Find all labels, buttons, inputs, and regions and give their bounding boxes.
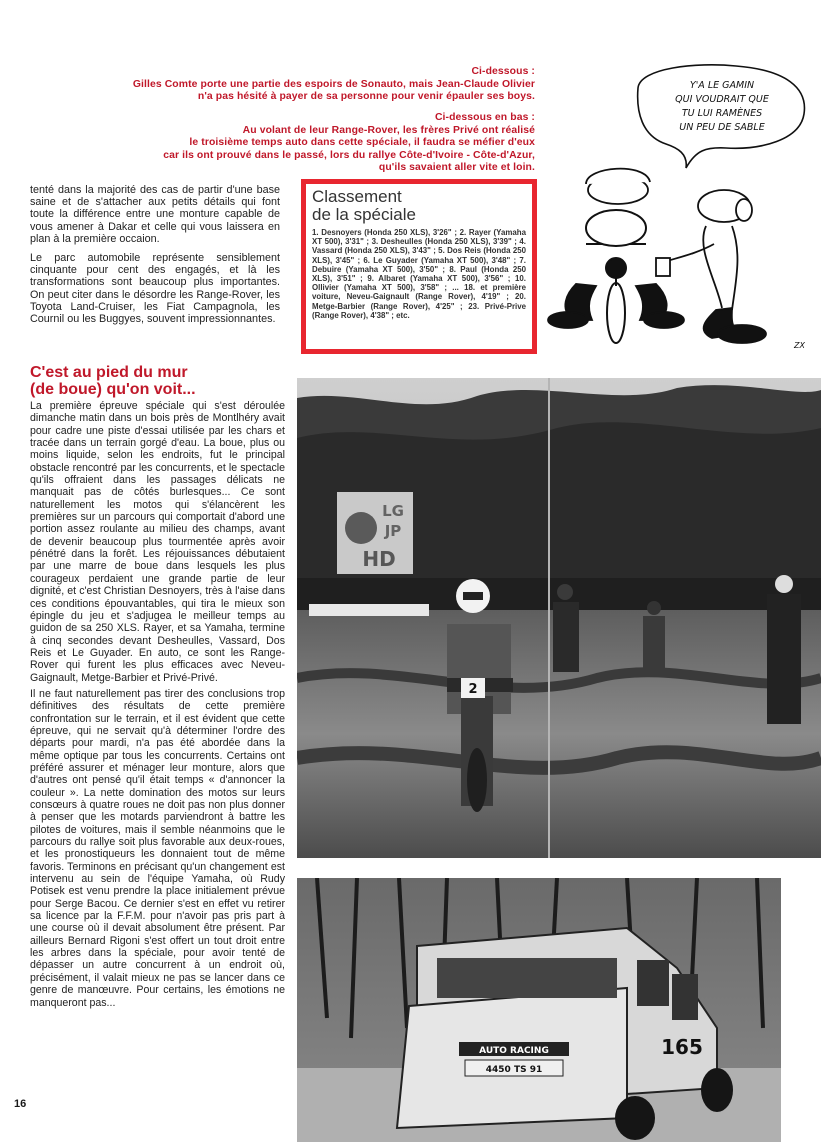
section-title-line: C'est au pied du mur: [30, 364, 188, 381]
caption-heading: Ci-dessous :: [471, 66, 535, 77]
paragraph: La première épreuve spéciale qui s'est déroulée dimanche matin dans un bois près de Montlhéry avait pour cadre une piste d'essai utilisée par les chars et tracée dans un terrain gorgé d'eau. La boue, plus ou moins liquide, selon les endroits, fut le principal obstacle rencontré par les concurrents, et le spectacle qu'ils offraient dans les passages délicats ne manquait pas de côtés burlesques... Ce sont naturellement les motos qui s'élancèrent les premières sur un parcours qui comportait d'abord une portion assez roulante au milieu des champs, avant de devenir beaucoup plus tourmentée après avoir pénétré dans la forêt. Les réjouissances débutaient par une marre de boue dans lesquels les plus courageux perdaient une grande partie de leur dignité, et c'est Christian Desnoyers, très à l'aise dans ces conditions épouvantables, qui tira le mieux son épingle du jeu et s'adjugea le meilleur temps au guidon de sa 250 XLS. Rayer, et sa Yamaha, termine à cinq secondes devant Desheulles, Vassard, Dos Reis et Le Guyader. En auto, ce sont les Range-Rover qui furent les plus efficaces avec Neveu-Gaignault, Metge-Barbier et Privé-Privé.: [30, 400, 285, 684]
speech-line: TU LUI RAMÈNES: [681, 108, 763, 119]
caption-line: Gilles Comte porte une partie des espoirs de Sonauto, mais Jean-Claude Olivier: [132, 78, 535, 90]
classement-results: 1. Desnoyers (Honda 250 XLS), 3'26" ; 2. Rayer (Yamaha XT 500), 3'31" ; 3. Desheulles (Honda 250 XLS), 3'39" ; 4. Vassard (Honda 250 XLS), 3'43" ; 5. Dos Reis (Honda 250 XLS), 3'45" ; 6. Le Guyader (Yamaha XT 500), 3'48" ; 7. Debuire (Yamaha XT 500), 3'50" ; 8. Paul (Honda 250 XLS), 3'51" ; 9. Albaret (Yamaha XT 500), 3'56" ; 10. Ollivier (Yamaha XT 500), 3'58" ; ... 18. et première voiture, Neveu-Gaignault (Range Rover), 4'19" ; 20. Metge-Barbier (Range Rover), 4'25" ; 23. Privé-Prive (Range Rover), 4'38" ; etc.: [312, 228, 526, 320]
section-title-line: (de boue) qu'on voit...: [30, 381, 196, 398]
classement-title-line: de la spéciale: [312, 205, 416, 224]
page-number: 16: [14, 1098, 27, 1110]
race-plate: 2: [468, 682, 478, 697]
section-title: [30, 364, 280, 398]
watermark-text: HD: [362, 547, 396, 571]
classement-title: [312, 188, 526, 224]
license-plate: 4450 TS 91: [485, 1065, 543, 1075]
caption-line: car ils ont prouvé dans le passé, lors du rallye Côte-d'Ivoire - Côte-d'Azur,: [163, 149, 535, 161]
caption-top: [75, 66, 535, 104]
caption-bottom: [55, 112, 535, 175]
intro-text: [30, 184, 280, 332]
classement-box: [301, 179, 537, 354]
cartoon-illustration: [546, 58, 814, 358]
paragraph: Il ne faut naturellement pas tirer des conclusions trop définitives des résultats de cette première confrontation sur le terrain, et il est évident que cette épreuve, qui ne servait qu'à déterminer l'ordre des départs pour mardi, n'a pas été abordée dans la même optique par tous les concurrents. Certains ont préféré assurer et ménager leur monture, alors que d'autres ont pensé qu'il était temps « d'annoncer la couleur ». La nette domination des motos sur leurs consœurs à quatre roues ne doit pas non plus donner à penser que les motards parviendront à battre les pilotes de voitures, mais il semble néanmoins que le parcours du rallye soit plus favorable aux deux-roues, et les pronostiqueurs les donnaient tout de même favoris. Terminons en précisant qu'un changement est intervenu au sein de l'équipe Yamaha, où Rudy Potisek est venu prendre la place initialement prévue pour Serge Bacou. Ce dernier s'est en effet vu retirer sa licence par la F.F.M. pour n'avoir pas pris part à une course où il devait absolument être présent. Par ailleurs Bernard Rigoni s'est offert un tout droit entre les arbres dans la spéciale, pour avoir tenté de dépasser un autre concurrent à un endroit où, précisément, il valait mieux ne pas se lancer dans ce genre de manœuvre. Pour certains, les émotions ne manqueront pas...: [30, 687, 285, 1009]
caption-line: Au volant de leur Range-Rover, les frères Privé ont réalisé: [242, 124, 535, 136]
watermark-text: JP: [384, 522, 402, 540]
speech-line: Y'A LE GAMIN: [689, 80, 755, 91]
watermark-logo: [337, 492, 413, 574]
motorcycle-drawing: [586, 210, 646, 343]
paragraph: tenté dans la majorité des cas de partir d'une base saine et de s'attacher aux petits détails qui font toute la différence entre une monture capable de vous amener à Dakar et celle qui vous laissera en plan à la première occaion.: [30, 184, 280, 245]
speech-line: UN PEU DE SABLE: [679, 122, 765, 133]
photo-range-rover: [297, 878, 781, 1142]
article-body: [30, 400, 285, 1013]
sponsor-banner: AUTO RACING: [479, 1046, 549, 1056]
speech-line: QUI VOUDRAIT QUE: [675, 94, 769, 105]
classement-title-line: Classement: [312, 187, 402, 206]
car-number: 165: [661, 1035, 703, 1059]
speech-bubble: [638, 65, 805, 168]
cartoon-signature: ZX: [794, 341, 805, 350]
watermark-text: LG: [382, 502, 404, 520]
caption-line: n'a pas hésité à payer de sa personne pour venir épauler ses boys.: [197, 91, 535, 103]
photo-motorcyclist: [297, 378, 821, 858]
caption-heading: Ci-dessous en bas :: [434, 112, 535, 123]
caption-line: le troisième temps auto dans cette spéciale, il faudra se méfier d'eux: [189, 137, 535, 149]
caption-line: qu'ils savaient aller vite et loin.: [378, 162, 535, 174]
paragraph: Le parc automobile représente sensiblement cinquante pour cent des engagés, et là les transformations sont beaucoup plus importantes. On peut citer dans le désordre les Range-Rover, les Toyota Land-Cruiser, les Fiat Campagnola, les Cournil ou les Buggyes, souvent impressionnantes.: [30, 252, 280, 326]
